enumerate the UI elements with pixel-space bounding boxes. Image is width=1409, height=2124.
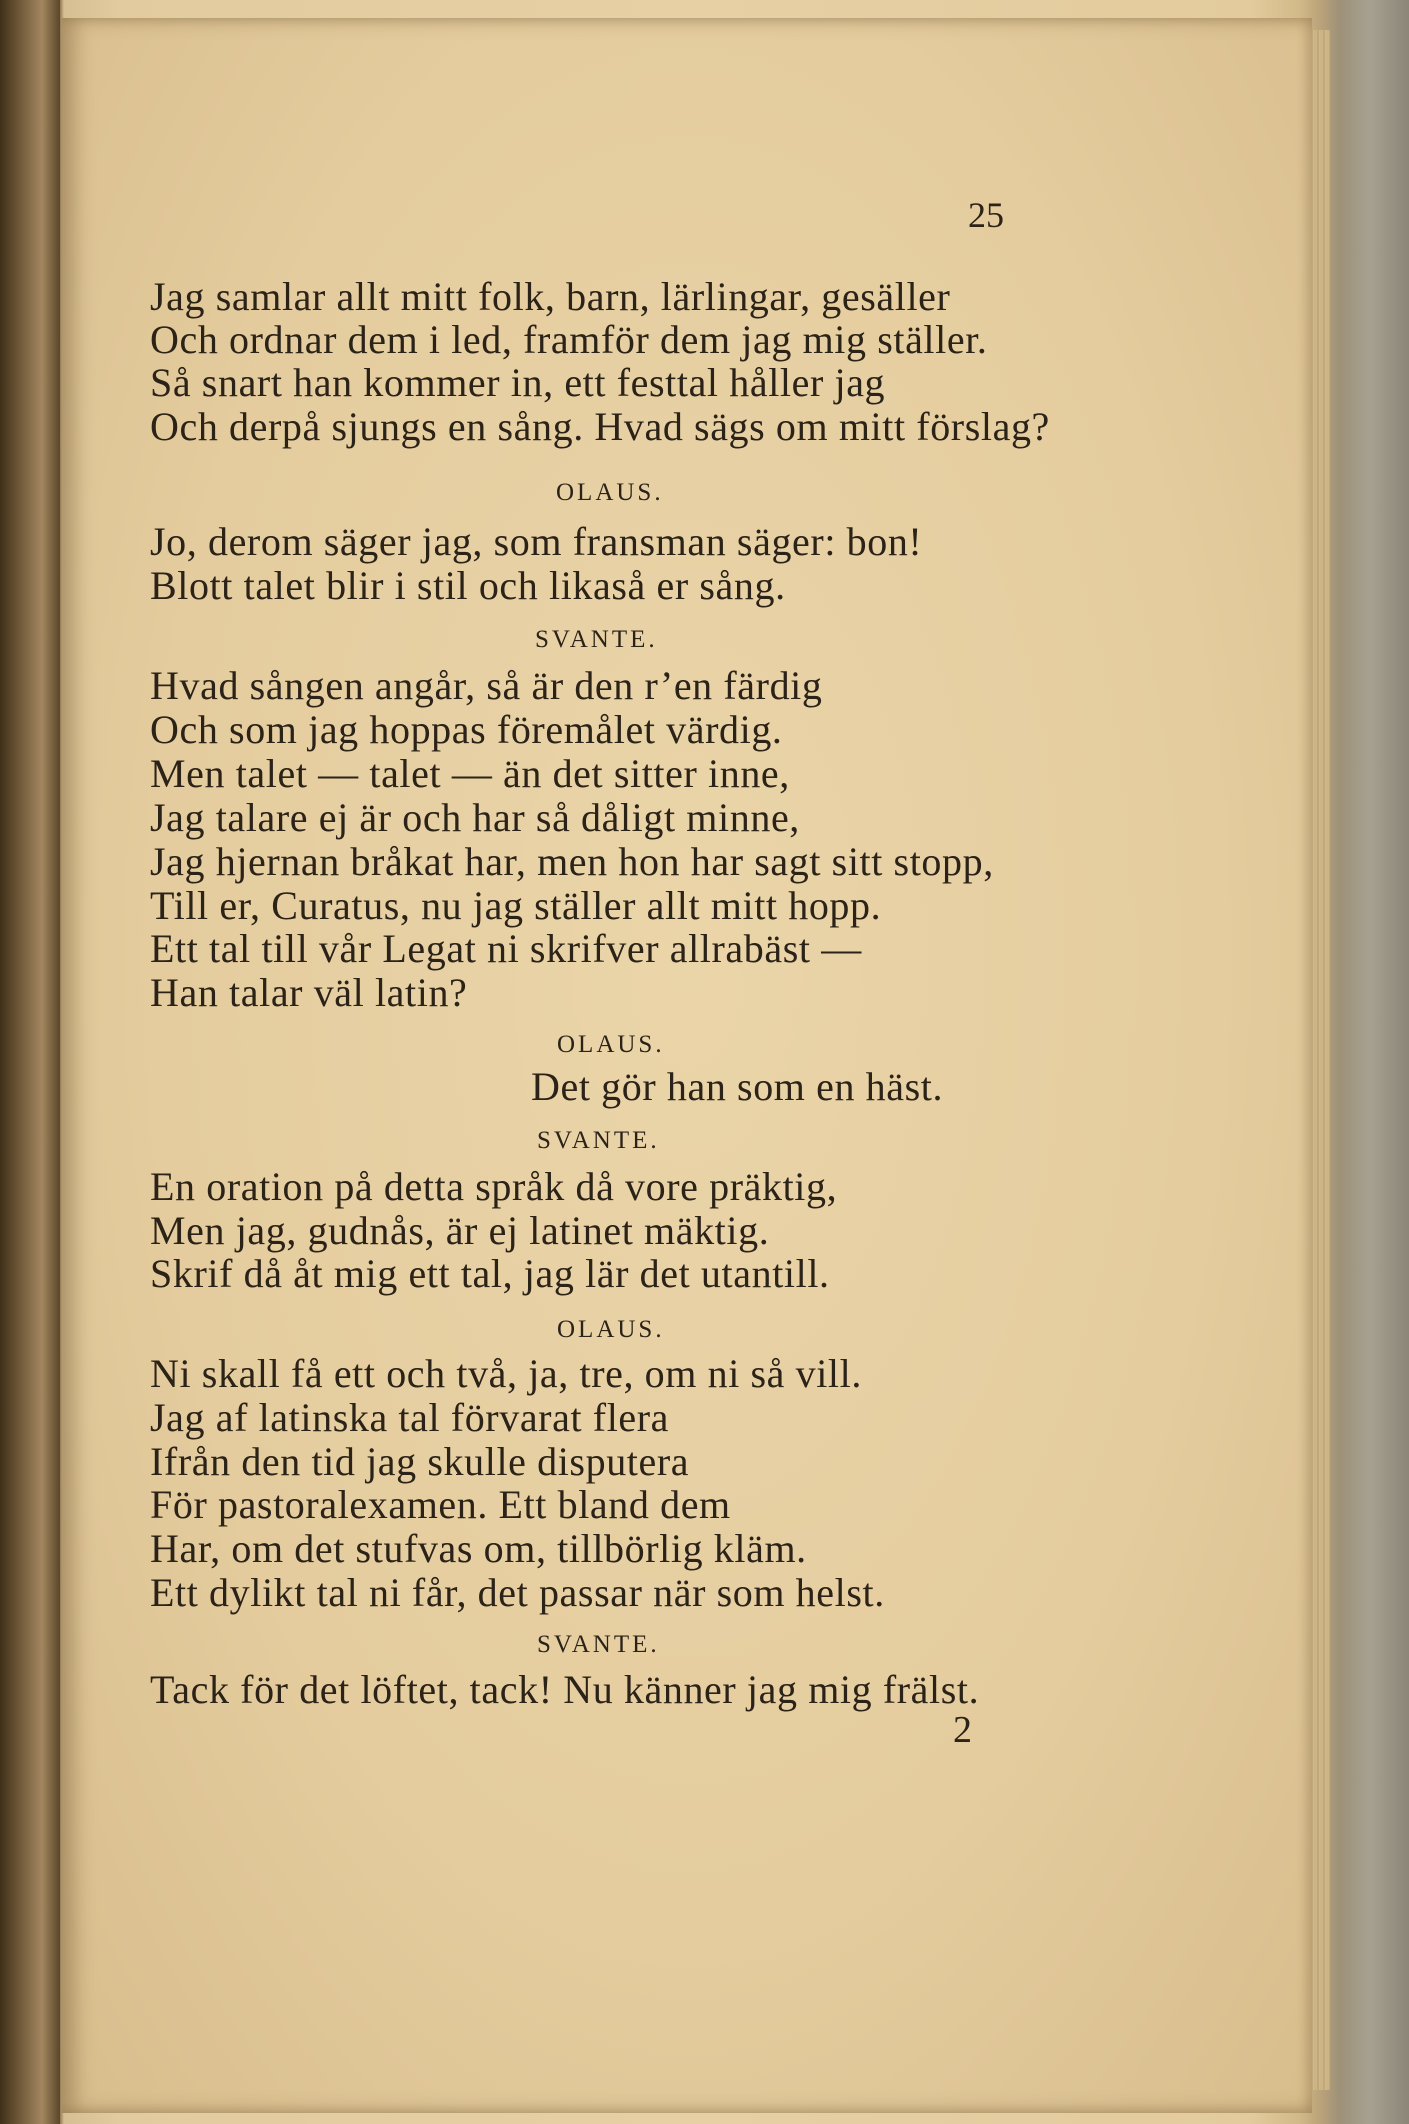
verse-line: Till er, Curatus, nu jag ställer allt mitt hopp.	[150, 883, 882, 928]
speaker-name: OLAUS.	[557, 1316, 665, 1343]
verse-line: Tack för det löftet, tack! Nu känner jag mig frälst.	[150, 1667, 980, 1712]
signature-mark: 2	[953, 1709, 972, 1751]
verse-line: Ett tal till vår Legat ni skrifver allrabäst —	[150, 926, 862, 971]
verse-line: Ett dylikt tal ni får, det passar när som helst.	[150, 1570, 885, 1615]
verse-line: En oration på detta språk då vore präktig,	[150, 1164, 838, 1209]
verse-line: Ifrån den tid jag skulle disputera	[150, 1439, 690, 1484]
verse-line: Men talet — talet — än det sitter inne,	[150, 751, 790, 796]
verse-line: Och derpå sjungs en sång. Hvad sägs om mitt förslag?	[150, 404, 1050, 449]
verse-line: Ni skall få ett och två, ja, tre, om ni så vill.	[150, 1351, 862, 1396]
speaker-name: SVANTE.	[535, 626, 658, 653]
verse-line: Men jag, gudnås, är ej latinet mäktig.	[150, 1208, 770, 1253]
verse-line: Och som jag hoppas föremålet värdig.	[150, 707, 783, 752]
verse-line: Så snart han kommer in, ett festtal håller jag	[150, 360, 886, 405]
verse-line: Han talar väl latin?	[150, 970, 468, 1015]
verse-line: Jag hjernan bråkat har, men hon har sagt sitt stopp,	[150, 839, 994, 884]
verse-line: Jag af latinska tal förvarat flera	[150, 1395, 670, 1440]
speaker-name: OLAUS.	[556, 479, 664, 506]
verse-line: Jo, derom säger jag, som fransman säger: bon!	[150, 519, 923, 564]
verse-line: Jag samlar allt mitt folk, barn, lärlingar, gesäller	[150, 274, 951, 319]
verse-line: Har, om det stufvas om, tillbörlig kläm.	[150, 1526, 807, 1571]
speaker-name: SVANTE.	[537, 1631, 660, 1658]
verse-line: Skrif då åt mig ett tal, jag lär det utantill.	[150, 1251, 830, 1296]
page-number: 25	[968, 195, 1004, 235]
speaker-name: OLAUS.	[557, 1031, 665, 1058]
speaker-name: SVANTE.	[537, 1127, 660, 1154]
verse-line: Hvad sången angår, så är den r’en färdig	[150, 663, 823, 708]
verse-line: För pastoralexamen. Ett bland dem	[150, 1482, 731, 1527]
verse-line: Och ordnar dem i led, framför dem jag mig ställer.	[150, 317, 988, 362]
verse-line: Det gör han som en häst.	[531, 1064, 944, 1109]
verse-line: Jag talare ej är och har så dåligt minne,	[150, 795, 800, 840]
verse-line: Blott talet blir i stil och likaså er sång.	[150, 563, 786, 608]
